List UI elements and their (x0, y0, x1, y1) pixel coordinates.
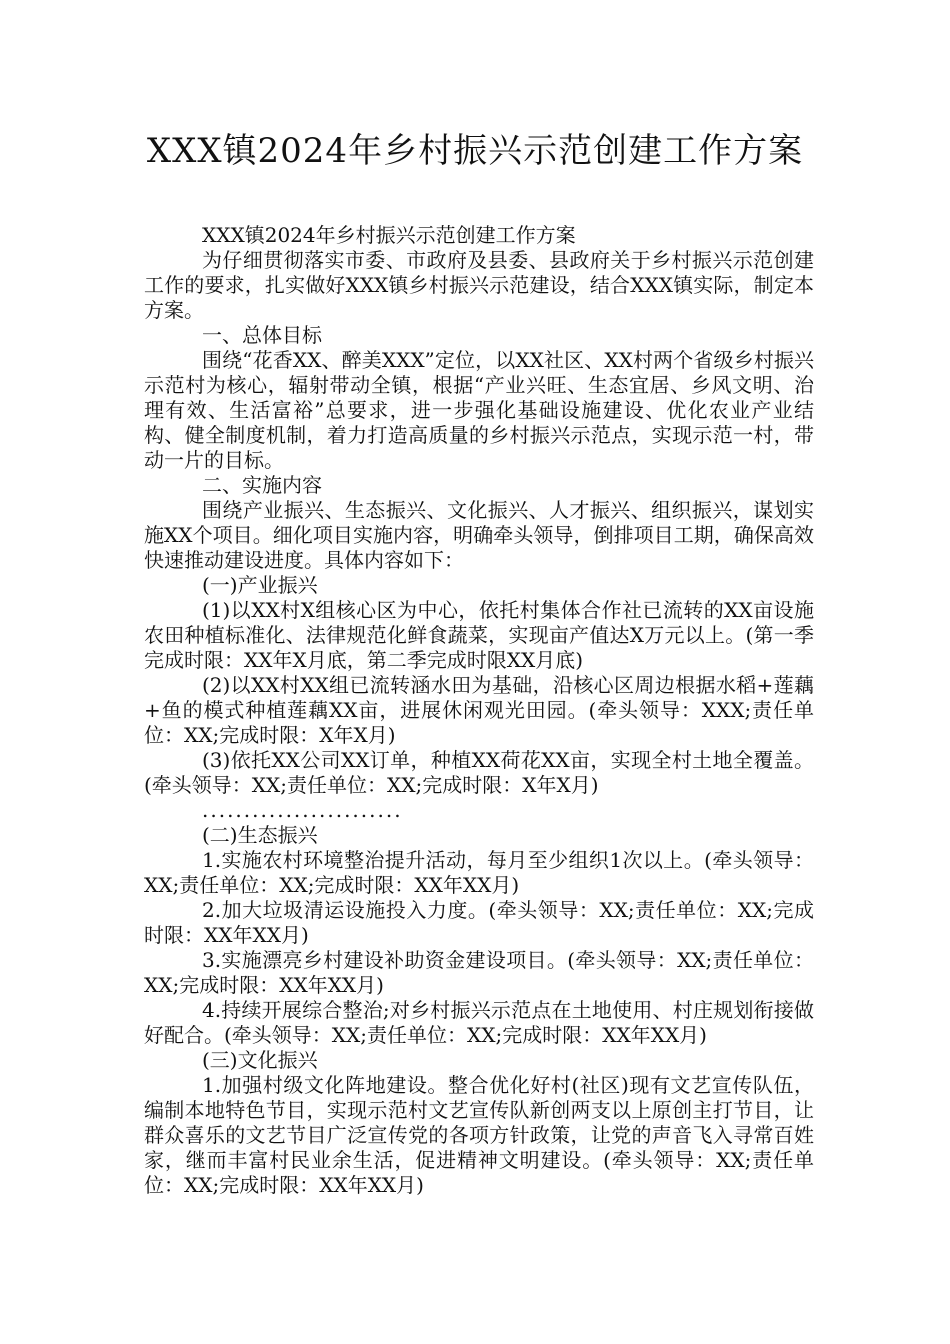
sub1-item-3: (3)依托XX公司XX订单，种植XX荷花XX亩，实现全村土地全覆盖。(牵头领导：XX;责任单位：XX;完成时限：X年X月) (144, 748, 814, 797)
section1-heading: 一、总体目标 (202, 323, 322, 347)
ellipsis-line: ........................ (202, 798, 403, 822)
sub2-item-3: 3.实施漂亮乡村建设补助资金建设项目。(牵头领导：XX;责任单位：XX;完成时限：XX年XX月) (144, 948, 814, 997)
sub1-item-2: (2)以XX村XX组已流转涵水田为基础，沿核心区周边根据水稻+莲藕+鱼的模式种植莲藕XX亩，进展休闲观光田园。(牵头领导：XXX;责任单位：XX;完成时限：X年X月) (144, 673, 814, 747)
document-subtitle: XXX镇2024年乡村振兴示范创建工作方案 (202, 223, 576, 247)
sub1-item-1: (1)以XX村X组核心区为中心，依托村集体合作社已流转的XX亩设施农田种植标准化、法律规范化鲜食蔬菜，实现亩产值达X万元以上。(第一季完成时限：XX年X月底，第二季完成时限XX月底) (144, 598, 814, 672)
sub2-item-4: 4.持续开展综合整治;对乡村振兴示范点在土地使用、村庄规划衔接做好配合。(牵头领导：XX;责任单位：XX;完成时限：XX年XX月) (144, 998, 814, 1047)
sub2-item-1: 1.实施农村环境整治提升活动，每月至少组织1次以上。(牵头领导：XX;责任单位：XX;完成时限：XX年XX月) (144, 848, 814, 897)
sub3-heading: (三)文化振兴 (202, 1048, 318, 1072)
document-title: XXX镇2024年乡村振兴示范创建工作方案 (146, 131, 804, 171)
section2-paragraph: 围绕产业振兴、生态振兴、文化振兴、人才振兴、组织振兴，谋划实施XX个项目。细化项目实施内容，明确牵头领导，倒排项目工期，确保高效快速推动建设进度。具体内容如下： (144, 498, 814, 572)
intro-paragraph: 为仔细贯彻落实市委、市政府及县委、县政府关于乡村振兴示范创建工作的要求，扎实做好XXX镇乡村振兴示范建设，结合XXX镇实际，制定本方案。 (144, 248, 814, 322)
sub1-heading: (一)产业振兴 (202, 573, 318, 597)
sub2-item-2: 2.加大垃圾清运设施投入力度。(牵头领导：XX;责任单位：XX;完成时限：XX年XX月) (144, 898, 814, 947)
sub3-item-1: 1.加强村级文化阵地建设。整合优化好村(社区)现有文艺宣传队伍，编制本地特色节目，实现示范村文艺宣传队新创两支以上原创主打节目，让群众喜乐的文艺节目广泛宣传党的各项方针政策，让党的声音飞入寻常百姓家，继而丰富村民业余生活，促进精神文明建设。(牵头领导：XX;责任单位：XX;完成时限：XX年XX月) (144, 1073, 814, 1197)
document-body (144, 223, 814, 1198)
sub2-heading: (二)生态振兴 (202, 823, 318, 847)
section2-heading: 二、实施内容 (202, 473, 322, 497)
section1-paragraph: 围绕“花香XX、醉美XXX”定位，以XX社区、XX村两个省级乡村振兴示范村为核心，辐射带动全镇，根据“产业兴旺、生态宜居、乡风文明、治理有效、生活富裕”总要求，进一步强化基础设施建设、优化农业产业结构、健全制度机制，着力打造高质量的乡村振兴示范点，实现示范一村，带动一片的目标。 (144, 348, 814, 472)
